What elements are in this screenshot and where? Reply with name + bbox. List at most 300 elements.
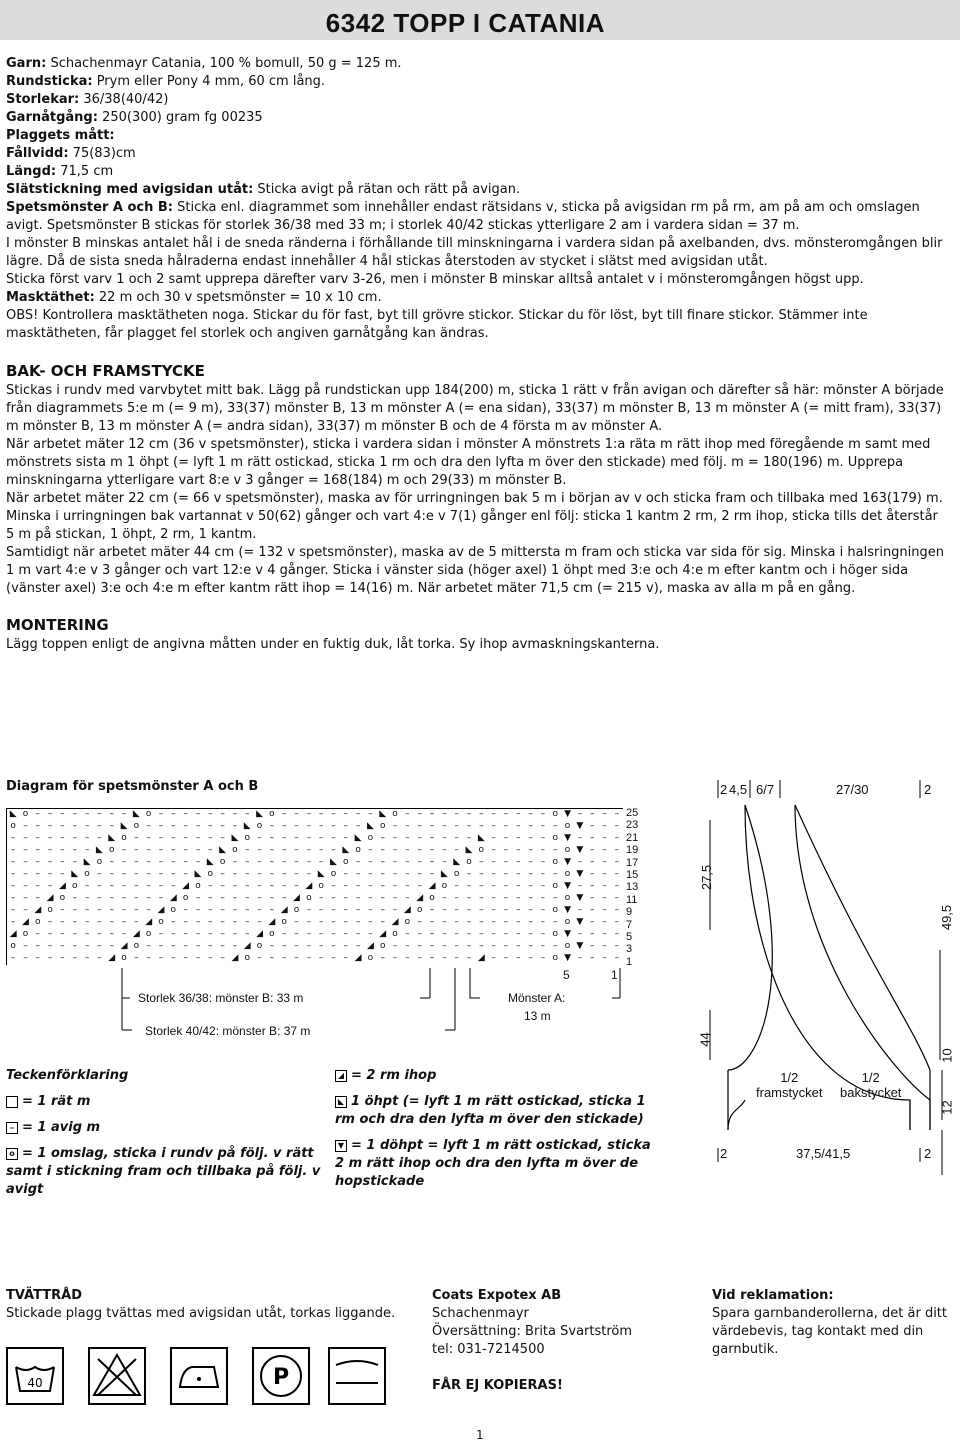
chart-cell: – [281, 845, 287, 855]
chart-cell: – [195, 917, 201, 927]
chart-cell: – [269, 941, 275, 951]
chart-cell: – [183, 953, 188, 963]
chart-cell: – [134, 905, 139, 915]
yarnover-symbol-icon: o [6, 1148, 18, 1160]
chart-cell: – [503, 857, 509, 867]
legend-item-k2tog: ◢ = 2 rm ihop [335, 1067, 655, 1085]
chart-cell: – [244, 881, 250, 891]
chart-cell: – [442, 821, 447, 831]
chart-cell: – [318, 953, 324, 963]
chart-cell: – [466, 917, 472, 927]
chart-cell: – [269, 905, 275, 915]
intro-line [6, 163, 952, 181]
chart-cell: – [257, 881, 262, 891]
chart-cell: – [47, 953, 53, 963]
chart-cell: – [429, 845, 435, 855]
chart-cell: – [72, 953, 77, 963]
chart-cell: – [454, 833, 459, 843]
chart-cell: – [97, 809, 102, 819]
chart-cell: o [145, 929, 152, 939]
chart-cell: – [72, 821, 77, 831]
chart-cell: – [479, 809, 484, 819]
chart-cell: – [23, 953, 28, 963]
chart-cell: – [109, 941, 114, 951]
chart-cell: – [109, 821, 114, 831]
chart-cell: o [343, 857, 349, 867]
care-instructions [6, 1287, 426, 1323]
chart-cell: o [293, 905, 300, 915]
legend-item-yarnover: o = 1 omslag, sticka i rundv på följ. v rätt samt i stickning fram och tillbaka på följ. v avigt [6, 1146, 321, 1197]
schematic-bottom-label-1: 2 [720, 1146, 728, 1161]
chart-cell: ◢ [243, 941, 251, 951]
chart-cell: – [491, 845, 496, 855]
chart-cell: – [417, 809, 422, 819]
chart-cell: ◢ [428, 881, 436, 891]
chart-cell: – [306, 905, 312, 915]
section-paragraph: När arbetet mäter 22 cm (= 66 v spetsmönster), maska av för urringningen bak 5 m i början av v och sticka fram och tillbaka med 163(179) m. Minska i urringningen bak vartannat v 50(62) gånger och vart 4:e v 7(1) gånger enl följ: sticka 1 kantm 2 rm, 2 rm ihop, sticka tills det återstår 5 m på stickan, 1 öhpt, 2 rm, 1 kantm. [6, 491, 943, 542]
chart-cell: – [97, 929, 102, 939]
chart-cell: ◢ [268, 917, 276, 927]
chart-cell: – [220, 929, 225, 939]
chart-cell: o [182, 893, 189, 903]
intro-line-label: Slätstickning med avigsidan utåt: [6, 182, 254, 197]
intro-line-text: Sticka först varv 1 och 2 samt upprepa därefter varv 3-26, men i mönster B minskar alltså antalet v i mönsteromgången högst upp. [6, 272, 864, 287]
chart-cell: – [368, 857, 373, 867]
chart-cell: – [614, 917, 620, 927]
chart-cell: – [380, 905, 385, 915]
chart-cell: – [466, 905, 472, 915]
chart-cell: – [589, 857, 595, 867]
chart-cell: – [528, 953, 533, 963]
chart-cell: – [417, 857, 422, 867]
chart-cell: – [72, 917, 77, 927]
chart-cell: – [528, 917, 533, 927]
chart-cell: – [109, 809, 114, 819]
chart-cell: – [232, 857, 238, 867]
chart-cell: – [146, 893, 151, 903]
chart-cell: ◣ [120, 821, 128, 831]
chart-cell: ◢ [391, 917, 399, 927]
chart-cell: – [491, 869, 496, 879]
chart-cell: – [343, 893, 349, 903]
schematic-left-measure-2: 44 [697, 1032, 713, 1047]
chart-cell: – [23, 845, 28, 855]
claim-line-3: garnbutik. [712, 1342, 779, 1357]
chart-cell: – [516, 857, 521, 867]
chart-cell: – [47, 869, 53, 879]
chart-cell: ▼ [564, 881, 571, 891]
chart-cell: – [355, 869, 361, 879]
chart-cell: – [244, 869, 250, 879]
chart-cell: – [35, 869, 41, 879]
chart-cell: – [220, 953, 225, 963]
chart-cell: – [368, 869, 373, 879]
chart-cell: – [72, 941, 77, 951]
chart-cell: – [491, 905, 496, 915]
chart-row-number: 17 [626, 856, 639, 869]
chart-cell: – [429, 929, 435, 939]
chart-cell: – [60, 869, 65, 879]
chart-cell: – [528, 881, 533, 891]
chart-cell: ◣ [379, 809, 387, 819]
chart-cell: – [220, 917, 225, 927]
chart-cell: – [454, 917, 459, 927]
chart-cell: o [269, 809, 275, 819]
k2tog-symbol-icon: ◢ [335, 1070, 347, 1082]
chart-cell: ◣ [342, 845, 350, 855]
chart-cell: – [60, 845, 65, 855]
intro-line-label: Längd: [6, 164, 57, 179]
chart-cell: – [552, 845, 558, 855]
lace-chart-grid [6, 808, 623, 965]
chart-cell: – [158, 893, 164, 903]
chart-cell: – [171, 833, 176, 843]
chart-cell: – [220, 821, 225, 831]
chart-cell: – [195, 857, 201, 867]
chart-cell: – [257, 857, 262, 867]
chart-cell: – [589, 893, 595, 903]
chart-cell: – [331, 833, 336, 843]
chart-cell: – [23, 893, 28, 903]
chart-cell: – [491, 917, 496, 927]
chart-cell: – [491, 809, 496, 819]
chart-cell: – [528, 929, 533, 939]
chart-cell: – [146, 845, 151, 855]
chart-cell: – [97, 941, 102, 951]
chart-cell: – [343, 929, 349, 939]
chart-cell: – [355, 821, 361, 831]
chart-cell: – [405, 881, 410, 891]
chart-cell: o [552, 953, 558, 963]
chart-cell: – [380, 953, 385, 963]
chart-cell: – [491, 833, 496, 843]
chart-cell: – [10, 857, 16, 867]
chart-cell: – [417, 881, 422, 891]
chart-cell: – [442, 905, 447, 915]
chart-cell: – [232, 881, 238, 891]
chart-cell: – [589, 809, 595, 819]
chart-cell: – [281, 821, 287, 831]
chart-cell: o [367, 833, 374, 843]
chart-cell: ◢ [22, 917, 29, 927]
chart-cell: ◣ [366, 821, 374, 831]
chart-cell: – [257, 833, 262, 843]
chart-cell: ◢ [416, 893, 424, 903]
chart-cell: – [195, 809, 201, 819]
chart-cell: ▼ [576, 917, 584, 927]
chart-cell: – [208, 893, 213, 903]
chart-cell: o [10, 941, 16, 951]
chart-cell: – [269, 881, 275, 891]
intro-line-label: Spetsmönster A och B: [6, 200, 173, 215]
chart-cell: – [97, 821, 102, 831]
svg-text:40: 40 [27, 1376, 43, 1390]
company-line-1: Schachenmayr [432, 1306, 529, 1321]
chart-cell: o [379, 821, 386, 831]
chart-cell: – [208, 953, 213, 963]
chart-cell: – [183, 941, 188, 951]
chart-cell: o [22, 929, 29, 939]
chart-cell: – [47, 929, 53, 939]
chart-cell: – [368, 845, 373, 855]
chart-cell: – [232, 917, 238, 927]
chart-cell: ◣ [219, 845, 227, 855]
chart-cell: – [516, 929, 521, 939]
intro-line [6, 145, 952, 163]
chart-cell: – [368, 881, 373, 891]
intro-line [6, 127, 952, 145]
chart-cell: o [256, 941, 263, 951]
chart-cell: – [171, 941, 176, 951]
chart-cell: – [343, 953, 349, 963]
chart-cell: – [331, 809, 336, 819]
chart-cell: – [306, 953, 312, 963]
intro-line-label: Plaggets mått: [6, 128, 115, 143]
chart-cell: – [528, 845, 533, 855]
chart-cell: o [133, 941, 140, 951]
chart-cell: – [343, 821, 349, 831]
chart-cell: – [60, 821, 65, 831]
chart-cell: – [47, 941, 53, 951]
chart-cell: – [121, 893, 127, 903]
copy-notice: FÅR EJ KOPIERAS! [432, 1378, 563, 1393]
chart-cell: – [466, 953, 472, 963]
chart-cell: o [552, 833, 558, 843]
chart-cell: – [516, 953, 521, 963]
chart-cell: – [183, 809, 188, 819]
chart-cell: – [479, 929, 484, 939]
chart-cell: – [72, 857, 77, 867]
chart-cell: – [281, 929, 287, 939]
chart-cell: – [602, 905, 607, 915]
dry-flat-icon [329, 1348, 385, 1404]
chart-cell: ◢ [34, 905, 42, 915]
chart-cell: – [491, 953, 496, 963]
chart-cell: – [368, 917, 373, 927]
schematic-top-label-3: 6/7 [756, 782, 775, 797]
chart-cell: – [442, 893, 447, 903]
intro-line [6, 91, 952, 109]
chart-cell: – [23, 905, 28, 915]
intro-line [6, 199, 952, 235]
chart-cell: – [121, 857, 127, 867]
chart-cell: – [244, 893, 250, 903]
chart-cell: o [441, 881, 448, 891]
ssk-symbol-icon: ◣ [335, 1096, 347, 1108]
chart-cell: – [109, 917, 114, 927]
chart-cell: – [257, 917, 262, 927]
chart-cell: – [318, 941, 324, 951]
chart-cell: – [97, 881, 102, 891]
chart-cell: – [392, 833, 398, 843]
intro-line [6, 73, 952, 91]
chart-cell: – [23, 941, 28, 951]
intro-line-text: OBS! Kontrollera masktätheten noga. Stickar du för fast, byt till grövre stickor. Stickar du för löst, byt till finare stickor. Stämmer inte masktätheten, får plagget fel storlek och angiven garnåtgång kan ändras. [6, 308, 868, 341]
chart-cell: – [10, 833, 16, 843]
chart-cell: ▼ [564, 857, 571, 867]
chart-cell: – [540, 941, 546, 951]
section-paragraph: När arbetet mäter 12 cm (36 v spetsmönster), sticka i vardera sidan i mönster A mönstrets 1:a räta m rätt ihop med föregående m samt med mönstrets sista m 1 öhpt (= lyft 1 m rätt ostickad, sticka 1 rm och dra den lyfta m över den stickade) med följ. m = 180(196) m. Upprepa minskningarna ytterligare vart 8:e v 3 gånger = 168(184) m och 29(33) m mönster B. [6, 437, 931, 488]
chart-cell: – [47, 857, 53, 867]
chart-cell: o [416, 905, 423, 915]
chart-cell: – [589, 941, 595, 951]
chart-cell: – [294, 845, 299, 855]
chart-cell: – [454, 941, 459, 951]
chart-cell: ◢ [9, 929, 17, 939]
chart-cell: – [516, 893, 521, 903]
chart-cell: o [392, 929, 398, 939]
intro-line-text: Prym eller Pony 4 mm, 60 cm lång. [92, 74, 326, 89]
chart-cell: – [602, 821, 607, 831]
chart-row-number: 25 [626, 807, 639, 819]
chart-cell: – [306, 917, 312, 927]
chart-cell: – [146, 857, 151, 867]
chart-cell: o [232, 845, 238, 855]
chart-cell: – [442, 953, 447, 963]
chart-row-number: 1 [626, 955, 633, 968]
schematic-front-label: 1/2 framstycket [756, 1070, 823, 1100]
chart-cell: – [35, 953, 41, 963]
chart-cell: – [417, 821, 422, 831]
chart-cell: – [343, 869, 349, 879]
chart-cell: – [442, 809, 447, 819]
chart-cell: – [171, 857, 176, 867]
chart-cell: – [158, 833, 164, 843]
chart-cell: – [355, 809, 361, 819]
chart-cell: – [528, 821, 533, 831]
chart-cell: – [195, 929, 201, 939]
chart-cell: o [330, 869, 337, 879]
chart-cell: – [343, 833, 349, 843]
chart-cell: – [220, 881, 225, 891]
chart-cell: – [294, 917, 299, 927]
chart-cell: – [35, 941, 41, 951]
chart-cell: – [503, 869, 509, 879]
chart-cell: – [318, 821, 324, 831]
chart-cell: – [454, 845, 459, 855]
chart-cell: – [121, 917, 127, 927]
chart-cell: – [540, 845, 546, 855]
chart-cell: – [429, 869, 435, 879]
chart-cell: – [491, 893, 496, 903]
chart-row-number: 15 [626, 869, 639, 881]
chart-cell: – [405, 821, 410, 831]
chart-cell: – [466, 881, 472, 891]
chart-cell: – [602, 809, 607, 819]
chart-cell: – [528, 809, 533, 819]
chart-cell: – [232, 929, 238, 939]
legend-item-sk2p: ▼ = 1 döhpt = lyft 1 m rätt ostickad, sticka 2 m rätt ihop och dra den lyfta m över de hopstickade [335, 1138, 651, 1189]
chart-cell: – [318, 905, 324, 915]
chart-cell: – [60, 857, 65, 867]
chart-cell: – [614, 941, 620, 951]
intro-line-text: Schachenmayr Catania, 100 % bomull, 50 g = 125 m. [46, 56, 402, 71]
chart-cell: – [540, 869, 546, 879]
chart-cell: – [23, 881, 28, 891]
chart-cell: – [380, 917, 385, 927]
chart-cell: – [552, 821, 558, 831]
chart-cell: ▼ [564, 809, 571, 819]
chart-cell: – [84, 809, 90, 819]
chart-cell: – [97, 833, 102, 843]
chart-cell: – [343, 917, 349, 927]
chart-cell: – [84, 881, 90, 891]
chart-cell: – [405, 845, 410, 855]
chart-cell: ◢ [120, 941, 128, 951]
chart-cell: o [170, 905, 177, 915]
care-title: TVÄTTRÅD [6, 1288, 82, 1303]
chart-cell: – [72, 893, 77, 903]
chart-cell: – [318, 809, 324, 819]
intro-line-text: 71,5 cm [56, 164, 114, 179]
chart-cell: o [392, 809, 398, 819]
chart-cell: – [195, 953, 201, 963]
chart-cell: – [405, 869, 410, 879]
chart-cell: ▼ [576, 869, 584, 879]
chart-cell: o [478, 845, 485, 855]
chart-cell: ◢ [231, 953, 239, 963]
chart-cell: – [23, 821, 28, 831]
chart-cell: – [528, 905, 533, 915]
chart-cell: – [121, 845, 127, 855]
chart-cell: ◣ [71, 869, 79, 879]
chart-cell: – [589, 881, 595, 891]
chart-cell: – [417, 845, 422, 855]
chart-cell: – [602, 929, 607, 939]
chart-cell: – [466, 809, 472, 819]
chart-cell: – [47, 833, 53, 843]
chart-cell: – [491, 821, 496, 831]
chart-cell: ◢ [379, 929, 387, 939]
chart-cell: – [183, 929, 188, 939]
chart-cell: – [171, 953, 176, 963]
chart-cell: – [454, 953, 459, 963]
chart-cell: – [134, 869, 139, 879]
intro-line [6, 289, 952, 307]
chart-cell: ◣ [108, 833, 116, 843]
chart-cell: – [392, 953, 398, 963]
chart-cell: – [158, 869, 164, 879]
chart-cell: – [146, 821, 151, 831]
chart-cell: – [331, 905, 336, 915]
chart-cell: – [405, 941, 410, 951]
chart-cell: – [442, 929, 447, 939]
chart-cell: – [220, 893, 225, 903]
chart-cell: – [503, 809, 509, 819]
chart-cell: ◢ [293, 893, 300, 903]
chart-cell: o [552, 881, 558, 891]
chart-cell: ◢ [182, 881, 190, 891]
chart-cell: – [269, 869, 275, 879]
chart-cell: – [244, 809, 250, 819]
chart-cell: – [602, 869, 607, 879]
chart-cell: – [195, 893, 201, 903]
chart-cell: – [614, 893, 620, 903]
section-paragraph: Lägg toppen enligt de angivna måtten under en fuktig duk, låt torka. Sy ihop avmaskningskanterna. [6, 637, 660, 652]
chart-cell: – [72, 809, 77, 819]
chart-cell: o [10, 821, 16, 831]
chart-cell: – [528, 941, 533, 951]
chart-cell: – [60, 905, 65, 915]
chart-cell: – [602, 953, 607, 963]
chart-cell: – [158, 845, 164, 855]
chart-cell: – [466, 833, 472, 843]
chart-cell: ◢ [354, 953, 362, 963]
chart-cell: o [121, 953, 127, 963]
chart-cell: – [442, 833, 447, 843]
chart-cell: ◢ [280, 905, 288, 915]
chart-cell: ◣ [95, 845, 103, 855]
